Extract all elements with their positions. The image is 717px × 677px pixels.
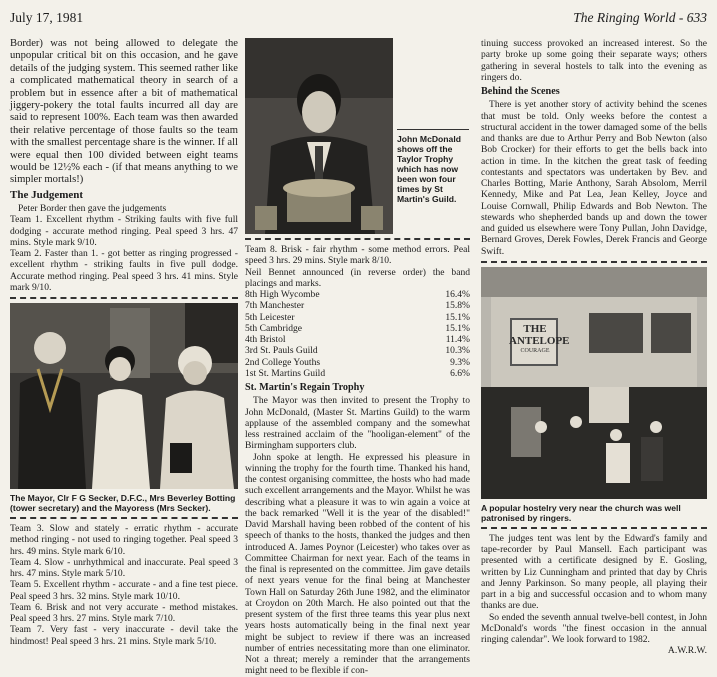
results-table [245, 289, 470, 379]
author-signature: A.W.R.W. [667, 645, 707, 657]
regain-paragraph-2: John spoke at length. He expressed his pleasure in winning the trophy for the fourth time. Thanked his hand, the contest organising committee, the hosts who had made such excellent arrangements and the Mayor. Whilst he was describing what a pleasure it was to win again a voice at the back remarked "Well it is the year of the disabled!" David Marshall having been robbed of the content of his speech of thanks to the hosts, thanked the judges and then introduced A. James Poynor (Leicester) who takes over as Committee Chairman for next year. Each of the teams in the final is represented on the committee. Jim gave details of next years venue for the final being at Manchester Town Hall on Saturday 26th June 1982, and the eliminator at Croydon on 20th March. He also pointed out that the present system of the first three teams this year plus next years hosts automatically being in the final next year might be subject to review if there was an increased number of entries necessitating more than one eliminator. Not a threat; merely a reminder that the arrangements might need to be flexible if con- [245, 451, 470, 677]
result-percentage: 10.3% [445, 345, 470, 357]
mayor-photo-caption: The Mayor, Clr F G Secker, D.F.C., Mrs Beverley Botting (tower secretary) and the Mayoress (Mrs Secker). [10, 493, 236, 514]
result-row [245, 368, 470, 379]
regain-heading: St. Martin's Regain Trophy [245, 382, 365, 393]
result-place: 5th Cambridge [245, 322, 303, 334]
antelope-sign-name: THE ANTELOPE [509, 322, 570, 347]
result-place: 2nd College Youths [245, 356, 321, 368]
result-percentage: 9.3% [450, 356, 470, 368]
trophy-photo [245, 38, 393, 234]
column-3 [481, 38, 707, 657]
result-row [245, 345, 470, 356]
section-divider [481, 527, 707, 529]
antelope-photo-image [481, 267, 707, 499]
result-place: 1st St. Martins Guild [245, 367, 326, 379]
team-4-judgement: Team 4. Slow - unrhythmical and inaccurate. Peal speed 3 hrs. 47 mins. Style mark 5/10. [10, 556, 238, 580]
result-percentage: 15.8% [445, 300, 470, 312]
column-1 [10, 38, 238, 647]
antelope-photo [481, 267, 707, 499]
antelope-photo-caption: A popular hostelry very near the church was well patronised by ringers. [481, 502, 681, 523]
trophy-photo-block [245, 38, 470, 234]
behind-scenes-text: There is yet another story of activity behind the scenes that must be told. Only weeks before the contest a structural accident in the tower damaged some of the bells and thanks are due to Arthur Perry and Bob Newton (also Bob Crocker) for their efforts to get the bells back into action in time. In the kitchen the great task of feeding contestants and spectators was undertaken by Bev. and Charles Botting, Marie Anthony, Sarah Absolom, Merril Kennedy, Mike and Pat Lea, Jean Kelley, Joyce and Louise Cornwall, Philip Edwards and Bob Newton. The stewards who shepherded bands up and down the tower and guided us elsewhere were Tony Pullan, John Davidge, Bernard Groves, Derek Fowles, Derek Francis and George Swift. [481, 99, 707, 257]
issue-date: July 17, 1981 [10, 10, 84, 25]
mayor-photo-image [10, 303, 238, 489]
judgement-intro: Peter Border then gave the judgements [18, 203, 167, 215]
section-divider [10, 297, 238, 299]
column-2 [245, 38, 470, 677]
placings-announcement: Neil Bennet announced (in reverse order) the band placings and marks. [245, 266, 470, 289]
team-8-judgement: Team 8. Brisk - fair rhythm - some method errors. Peal speed 3 hrs. 29 mins. Style mark 8/10. [245, 244, 470, 267]
page-header [10, 6, 707, 30]
result-row [245, 312, 470, 323]
result-place: 3rd St. Pauls Guild [245, 345, 318, 357]
behind-scenes-heading: Behind the Scenes [481, 86, 560, 97]
mayor-photo [10, 303, 238, 489]
result-percentage: 11.4% [445, 334, 470, 345]
continuation-text: tinuing success provoked an increased interest. So the party broke up some going their separate ways; others gathering in several hostels to talk into the evening as ringers do. [481, 38, 707, 83]
result-place: 5th Leicester [245, 311, 295, 323]
antelope-sign-brand: COURAGE [520, 347, 550, 354]
result-percentage: 16.4% [445, 289, 470, 300]
trophy-photo-caption: John McDonald shows off the Taylor Trophy which has now been won four times by St Martin's Guild. [397, 129, 469, 204]
result-place: 4th Bristol [245, 334, 286, 345]
result-place: 7th Manchester [245, 300, 305, 312]
regain-paragraph-1: The Mayor was then invited to present the Trophy to John McDonald, (Master St. Martins Guild) to the warm applause of the assembled company and the somewhat less restrained acclaim of the "hooligan-element" of the Birmingham supporters club. [245, 395, 470, 452]
team-6-judgement: Team 6. Brisk and not very accurate - method mistakes. Peal speed 3 hrs. 27 mins. Style mark 7/10. [10, 601, 238, 625]
result-percentage: 6.6% [450, 367, 470, 379]
result-row [245, 289, 470, 300]
section-divider [10, 517, 238, 519]
team-3-judgement: Team 3. Slow and stately - erratic rhythm - accurate method ringing - not used to ringing together. Peal speed 3 hrs. 49 mins. Style mark 6/10. [10, 523, 238, 557]
result-percentage: 15.1% [445, 322, 470, 334]
result-place: 8th High Wycombe [245, 289, 320, 300]
article-intro-text: Border) was not being allowed to delegate the unpopular critical bit on this occasion, and he gave details of the judging system. This seemed rather like a complicated mathematical theory in search of a problem but in essence after a bit of mathematical jiggery-pokery the total faults incurred all day are said to represent 100%. Each team was then awarded their relative percentage of those faults so the team with the smallest percentage share is the winner. If all were equal then 100 divided between eight teams would be 12½% each - (if that means anything to we simpler mortals!) [10, 38, 238, 186]
trophy-photo-image [245, 38, 393, 234]
team-7-judgement: Team 7. Very fast - very inaccurate - devil take the hindmost! Peal speed 3 hrs. 21 mins. Style mark 5/10. [10, 624, 238, 647]
antelope-sign [509, 322, 570, 355]
result-percentage: 15.1% [445, 311, 470, 323]
publication-title: The Ringing World - 633 [573, 10, 707, 25]
closing-text: So ended the seventh annual twelve-bell contest, in John McDonald's words "the finest occasion in the annual ringing calendar". We look forward to 1982. [481, 611, 707, 645]
judgement-heading: The Judgement [10, 188, 84, 201]
team-2-judgement: Team 2. Faster than 1. - got better as ringing progressed - excellent rhythm - striking faults in five pull dodge. Accurate method ringing. Peal speed 3 hrs. 41 mins. Style mark 9/10. [10, 248, 238, 293]
result-row [245, 357, 470, 368]
team-5-judgement: Team 5. Excellent rhythm - accurate - and a fine test piece. Peal speed 3 hrs. 32 mins. Style mark 10/10. [10, 579, 238, 602]
result-row [245, 300, 470, 311]
section-divider [481, 261, 707, 263]
team-1-judgement: Team 1. Excellent rhythm - Striking faults with five full dodging - accurate method ringing. Peal speed 3 hrs. 47 mins. Style mark 9/10. [10, 214, 238, 248]
result-row [245, 334, 470, 345]
result-row [245, 323, 470, 334]
section-divider [245, 238, 470, 240]
tent-thanks-text: The judges tent was lent by the Edward's family and tape-recorder by Paul Mansell. Each participant was presented with a certificate designed by E. Gosling, written by Liz Cunningham and printed that day by Chris and Jenny Parkinson. So many people, all playing their part in a big and successful occasion and to whom many thanks are due. [481, 532, 707, 612]
